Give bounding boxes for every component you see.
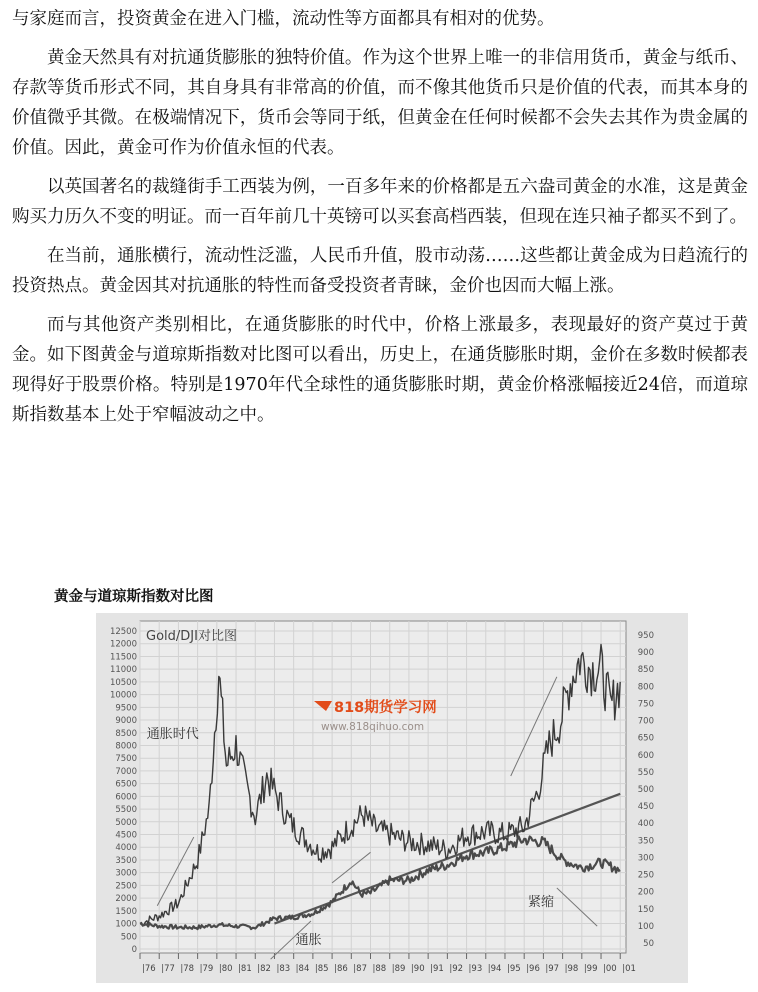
right-tick-label: 700 <box>637 716 654 727</box>
x-tick-label: |96 <box>526 964 540 974</box>
paragraph: 以英国著名的裁缝街手工西装为例，一百多年来的价格都是五六盎司黄金的水准，这是黄金购买力历久不变的明证。而一百年前几十英镑可以买套高档西装，但现在连只袖子都买不到了。 <box>12 177 748 227</box>
x-tick-label: |87 <box>353 964 367 974</box>
left-tick-label: 12000 <box>109 639 137 650</box>
annotation-label: 紧缩 <box>528 894 555 910</box>
right-tick-label: 950 <box>637 631 654 641</box>
x-tick-label: |78 <box>180 964 195 974</box>
left-tick-label: 1500 <box>115 906 137 917</box>
chart-svg <box>96 613 688 983</box>
left-tick-label: 9000 <box>115 716 137 727</box>
right-tick-label: 550 <box>637 767 654 778</box>
left-tick-label: 2500 <box>115 881 137 892</box>
gold-dji-chart <box>96 613 688 983</box>
x-tick-label: |82 <box>257 964 271 974</box>
x-tick-label: |00 <box>603 964 617 974</box>
annotation-label: 通胀 <box>295 932 322 948</box>
right-tick-label: 600 <box>637 750 654 761</box>
x-tick-label: |79 <box>199 964 214 974</box>
left-tick-label: 4000 <box>115 843 137 854</box>
right-tick-label: 650 <box>637 733 654 744</box>
right-tick-label: 450 <box>637 802 654 813</box>
left-tick-label: 4500 <box>115 830 137 841</box>
x-tick-label: |90 <box>410 964 425 974</box>
x-tick-label: |77 <box>161 964 175 974</box>
x-tick-label: |91 <box>430 964 444 974</box>
x-tick-label: |92 <box>449 964 464 974</box>
left-tick-label: 12500 <box>109 627 137 637</box>
right-tick-label: 100 <box>637 921 654 932</box>
x-tick-label: |01 <box>622 964 636 974</box>
x-tick-label: |97 <box>545 964 560 974</box>
right-tick-label: 150 <box>637 904 654 915</box>
left-tick-label: 500 <box>120 932 137 943</box>
left-tick-label: 0 <box>131 945 137 955</box>
figure-title: 黄金与道琼斯指数对比图 <box>54 589 214 605</box>
article-body <box>12 4 748 439</box>
left-tick-label: 1000 <box>115 919 137 930</box>
paragraph: 而与其他资产类别相比，在通货膨胀的时代中，价格上涨最多，表现最好的资产莫过于黄金。如下图黄金与道琼斯指数对比图可以看出，历史上，在通货膨胀时期，金价在多数时候都表现得好于股票价格。特别是1970年代全球性的通货膨胀时期，黄金价格涨幅接近24倍，而道琼斯指数基本上处于窄幅波动之中。 <box>12 315 748 425</box>
left-tick-label: 9500 <box>115 703 137 714</box>
watermark-url: www.818qihuo.com <box>321 721 425 733</box>
x-tick-label: |93 <box>468 964 483 974</box>
right-tick-label: 50 <box>643 939 654 949</box>
right-tick-label: 200 <box>637 887 654 898</box>
right-tick-label: 300 <box>637 853 654 864</box>
left-tick-label: 6500 <box>115 779 137 790</box>
paragraph: 与家庭而言，投资黄金在进入门槛，流动性等方面都具有相对的优势。 <box>12 9 555 29</box>
x-tick-label: |85 <box>314 964 329 974</box>
x-tick-label: |81 <box>238 964 252 974</box>
annotation-label: 通胀时代 <box>146 726 199 742</box>
left-tick-label: 10500 <box>109 677 137 688</box>
right-tick-label: 250 <box>637 870 654 881</box>
left-tick-label: 6000 <box>115 792 137 803</box>
left-tick-label: 3500 <box>115 855 137 866</box>
x-tick-label: |83 <box>276 964 291 974</box>
right-tick-label: 750 <box>637 699 654 710</box>
paragraph: 在当前，通胀横行，流动性泛滥，人民币升值，股市动荡……这些都让黄金成为日趋流行的投资热点。黄金因其对抗通胀的特性而备受投资者青睐，金价也因而大幅上涨。 <box>12 246 748 296</box>
paragraph: 黄金天然具有对抗通货膨胀的独特价值。作为这个世界上唯一的非信用货币，黄金与纸币、存款等货币形式不同，其自身具有非常高的价值，而不像其他货币只是价值的代表，而其本身的价值微乎其微。在极端情况下，货币会等同于纸，但黄金在任何时候都不会失去其作为贵金属的价值。因此，黄金可作为价值永恒的代表。 <box>12 48 748 158</box>
left-tick-label: 8500 <box>115 728 137 739</box>
left-tick-label: 3000 <box>115 868 137 879</box>
left-tick-label: 2000 <box>115 894 137 905</box>
left-tick-label: 10000 <box>109 690 137 701</box>
watermark-brand: 818期货学习网 <box>334 700 437 716</box>
x-tick-label: |94 <box>487 964 502 974</box>
right-tick-label: 400 <box>637 819 654 830</box>
left-tick-label: 8000 <box>115 741 137 752</box>
x-tick-label: |84 <box>295 964 310 974</box>
left-tick-label: 7500 <box>115 754 137 765</box>
right-tick-label: 500 <box>637 785 654 795</box>
right-tick-label: 800 <box>637 682 654 693</box>
x-tick-label: |95 <box>506 964 521 974</box>
left-tick-label: 7000 <box>115 766 137 777</box>
chart-title: Gold/DJI对比图 <box>146 629 237 644</box>
x-tick-label: |88 <box>372 964 387 974</box>
x-tick-label: |99 <box>583 964 598 974</box>
x-tick-label: |86 <box>334 964 348 974</box>
x-tick-label: |89 <box>391 964 406 974</box>
right-tick-label: 850 <box>637 665 654 676</box>
x-tick-label: |98 <box>564 964 579 974</box>
left-tick-label: 11000 <box>109 665 137 676</box>
x-tick-label: |80 <box>218 964 233 974</box>
left-tick-label: 11500 <box>109 652 137 663</box>
left-tick-label: 5500 <box>115 805 137 816</box>
left-tick-label: 5000 <box>115 817 137 828</box>
right-tick-label: 900 <box>637 648 654 659</box>
x-tick-label: |76 <box>142 964 156 974</box>
right-tick-label: 350 <box>637 836 654 847</box>
